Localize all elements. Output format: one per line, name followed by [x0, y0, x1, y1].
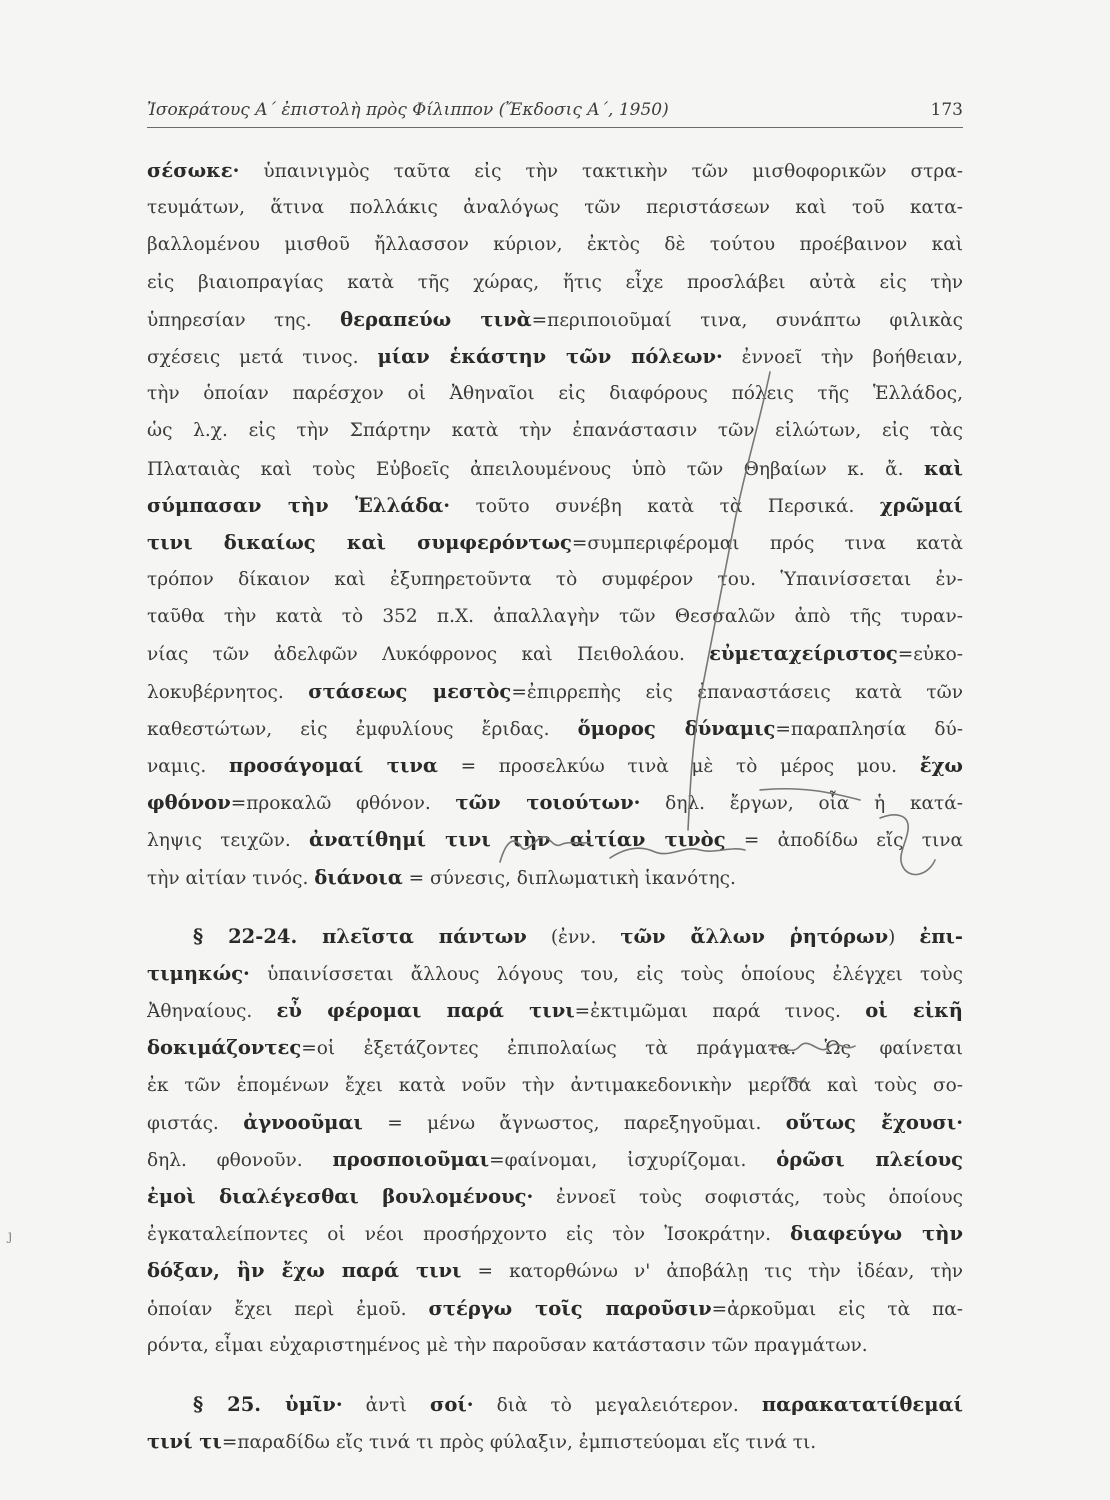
margin-mark: ȷ: [8, 1228, 13, 1244]
lemma-term: ἀνατίθημί τινι τὴν αἰτίαν τινὸς: [308, 828, 726, 852]
gloss-text: Πλαταιὰς καὶ τοὺς Εὐβοεῖς ἀπειλουμένους ὑπὸ τῶν Θηβαίων κ. ἄ.: [147, 458, 924, 480]
gloss-text: ): [888, 926, 920, 948]
gloss-text: βαλλομένου μισθοῦ ἤλλασσον κύριον, ἐκτὸς δὲ τούτου προέβαινον καὶ: [147, 234, 963, 256]
gloss-text: ὁποίαν ἔχει περὶ ἐμοῦ.: [147, 1298, 429, 1320]
paragraph-gap: [147, 896, 963, 918]
text-line: [147, 412, 963, 449]
gloss-text: τρόπον δίκαιον καὶ ἐξυπηρετοῦντα τὸ συμφέρον του. Ὑπαινίσσεται ἐν-: [147, 569, 963, 591]
text-line: [147, 1067, 963, 1104]
text-line: [147, 375, 963, 412]
gloss-text: = σύνεσις, διπλωματικὴ ἱκανότης.: [402, 867, 736, 889]
lemma-term: ἀγνοοῦμαι: [243, 1110, 363, 1134]
gloss-text: σχέσεις μετά τινος.: [147, 346, 378, 368]
gloss-text: ὡς λ.χ. εἰς τὴν Σπάρτην κατὰ τὴν ἐπανάστασιν τῶν εἱλώτων, εἰς τὰς: [147, 420, 963, 442]
gloss-text: τὴν ὁποίαν παρέσχον οἱ Ἀθηναῖοι εἰς διαφόρους πόλεις τῆς Ἑλλάδος,: [147, 383, 963, 405]
text-line: [147, 524, 963, 561]
text-line: [147, 1252, 963, 1289]
gloss-text: =οἱ ἐξετάζοντες ἐπιπολαίως τὰ πράγματα. Ὡς φαίνεται: [301, 1038, 963, 1060]
lemma-term: προσάγομαί τινα: [228, 754, 438, 777]
gloss-text: τὴν αἰτίαν τινός.: [147, 867, 315, 889]
gloss-text: ἐννοεῖ τοὺς σοφιστάς, τοὺς ὁποίους: [533, 1187, 963, 1209]
gloss-text: =ἀρκοῦμαι εἰς τὰ πα-: [711, 1298, 963, 1320]
gloss-text: =ἐκτιμῶμαι παρά τινος.: [574, 1001, 866, 1023]
text-line: [147, 226, 963, 263]
lemma-term: πλεῖστα πάντων: [322, 924, 527, 948]
lemma-term: καὶ: [923, 456, 963, 480]
gloss-text: ὑπαινίσσεται ἄλλους λόγους του, εἰς τοὺς ὁποίους ἐλέγχει τοὺς: [249, 963, 963, 985]
gloss-text: δηλ. ἔργων, οἷα ἡ κατά-: [640, 793, 963, 815]
lemma-term: σύμπασαν τὴν Ἑλλάδα·: [147, 493, 451, 517]
text-line: [147, 450, 963, 487]
lemma-term: ὁρῶσι πλείους: [776, 1147, 963, 1171]
text-line: [147, 1178, 963, 1215]
lemma-term: στέργω τοῖς παροῦσιν: [428, 1296, 712, 1320]
lemma-term: τῶν τοιούτων·: [455, 791, 641, 815]
gloss-text: (ἐνν.: [526, 926, 621, 948]
gloss-text: δηλ. φθονοῦν.: [147, 1149, 333, 1171]
gloss-text: τοῦτο συνέβη κατὰ τὰ Περσικά.: [450, 495, 880, 517]
lemma-term: εὖ φέρομαι παρά τινι: [276, 999, 575, 1023]
text-line: [147, 189, 963, 226]
text-line: [147, 1104, 963, 1141]
text-line: [147, 1215, 963, 1252]
lemma-term: δοκιμάζοντες: [147, 1036, 302, 1060]
gloss-text: =περιποιοῦμαί τινα, συνάπτω φιλικὰς: [531, 309, 963, 331]
lemma-term: ἐμοὶ διαλέγεσθαι βουλομένους·: [147, 1185, 534, 1209]
lemma-term: μίαν ἑκάστην τῶν πόλεων·: [377, 344, 723, 368]
gloss-text: διὰ τὸ μεγαλειότερον.: [473, 1395, 762, 1416]
lemma-term: ἐπι-: [919, 924, 963, 948]
text-line: [147, 1327, 963, 1364]
lemma-term: τιμηκώς·: [147, 961, 250, 985]
text-line: [147, 1290, 963, 1327]
gloss-text: =συμπεριφέρομαι πρός τινα κατὰ: [571, 532, 963, 554]
gloss-text: τευμάτων, ἅτινα πολλάκις ἀναλόγως τῶν περιστάσεων καὶ τοῦ κατα-: [147, 197, 963, 219]
text-line: [147, 561, 963, 598]
gloss-text: Ἀθηναίους.: [147, 1001, 277, 1023]
text-line: [147, 710, 963, 747]
gloss-text: νίας τῶν ἀδελφῶν Λυκόφρονος καὶ Πειθολάου.: [147, 644, 710, 666]
lemma-term: ἔχω: [919, 754, 963, 777]
gloss-text: = προσελκύω τινὰ μὲ τὸ μέρος μου.: [437, 756, 920, 777]
gloss-text: ὑπηρεσίαν της.: [147, 309, 341, 331]
lemma-term: ὑμῖν·: [285, 1393, 343, 1416]
text-line: [147, 487, 963, 524]
lemma-term: φθόνον: [147, 791, 231, 815]
text-line: [147, 338, 963, 375]
text-line: [147, 784, 963, 821]
gloss-text: ἐννοεῖ τὴν βοήθειαν,: [722, 346, 963, 368]
text-line: [147, 1386, 963, 1423]
gloss-text: =φαίνομαι, ἰσχυρίζομαι.: [489, 1149, 777, 1171]
gloss-text: =παραπλησία δύ-: [775, 718, 963, 740]
gloss-text: = ἀποδίδω εἴς τινα: [725, 830, 963, 852]
text-line: [147, 264, 963, 301]
lemma-term: § 22-24.: [193, 924, 323, 948]
lemma-term: ὅμορος δύναμις: [577, 716, 776, 740]
lemma-term: διάνοια: [314, 865, 403, 889]
gloss-text: ἐγκαταλείποντες οἱ νέοι προσήρχοντο εἰς τὸν Ἰσοκράτην.: [147, 1224, 791, 1246]
lemma-term: τινι δικαίως καὶ συμφερόντως: [147, 530, 572, 554]
lemma-term: προσποιοῦμαι: [332, 1147, 490, 1171]
gloss-text: =προκαλῶ φθόνον.: [230, 793, 456, 815]
running-title: Ἰσοκράτους Α΄ ἐπιστολὴ πρὸς Φίλιππον (Ἔκδοσις Α΄, 1950): [147, 100, 669, 120]
gloss-text: =ἐπιρρεπὴς εἰς ἐπαναστάσεις κατὰ τῶν: [511, 681, 963, 703]
gloss-text: ληψις τειχῶν.: [147, 830, 309, 852]
lemma-term: χρῶμαί: [879, 493, 963, 517]
lemma-term: παρακατατίθεμαί: [761, 1393, 963, 1416]
text-line: [147, 821, 963, 858]
text-line: [147, 859, 963, 896]
text-line: [147, 747, 963, 784]
lemma-term: σοί·: [429, 1393, 474, 1416]
gloss-text: ρόντα, εἶμαι εὐχαριστημένος μὲ τὴν παροῦσαν κατάστασιν τῶν πραγμάτων.: [147, 1334, 868, 1356]
lemma-term: διαφεύγω τὴν: [790, 1222, 963, 1246]
text-line: [147, 1141, 963, 1178]
text-line: [147, 955, 963, 992]
lemma-term: οἱ εἰκῆ: [865, 999, 963, 1023]
text-line: [147, 673, 963, 710]
gloss-text: =εὐκο-: [897, 644, 963, 666]
text-line: [147, 1029, 963, 1066]
gloss-text: ἀντὶ: [342, 1395, 430, 1416]
text-line: [147, 598, 963, 635]
lemma-term: τῶν ἄλλων ῥητόρων: [620, 924, 889, 948]
text-line: [147, 918, 963, 955]
gloss-text: = κατορθώνω ν' ἀποβάλῃ τις τὴν ἰδέαν, τὴν: [461, 1261, 963, 1283]
gloss-text: ὑπαινιγμὸς ταῦτα εἰς τὴν τακτικὴν τῶν μισθοφορικῶν στρα-: [239, 161, 963, 182]
gloss-text: ναμις.: [147, 756, 229, 777]
lemma-term: στάσεως μεστὸς: [308, 679, 512, 703]
lemma-term: οὕτως ἔχουσι·: [785, 1110, 963, 1134]
page-number: 173: [930, 100, 963, 120]
lemma-term: δόξαν, ἣν ἔχω παρά τινι: [147, 1259, 462, 1283]
gloss-text: =παραδίδω εἴς τινά τι πρὸς φύλαξιν, ἐμπιστεύομαι εἴς τινά τι.: [221, 1432, 817, 1454]
header-rule: [147, 127, 963, 128]
lemma-term: σέσωκε·: [147, 159, 240, 182]
gloss-text: ταῦθα τὴν κατὰ τὸ 352 π.Χ. ἀπαλλαγὴν τῶν Θεσσαλῶν ἀπὸ τῆς τυραν-: [147, 606, 963, 628]
gloss-text: = μένω ἄγνωστος, παρεξηγοῦμαι.: [362, 1112, 786, 1134]
paragraph-gap: [147, 1364, 963, 1386]
text-line: [147, 152, 963, 189]
lemma-term: εὐμεταχείριστος: [709, 642, 898, 666]
lemma-term: § 25.: [193, 1393, 286, 1416]
text-line: [147, 635, 963, 672]
gloss-text: καθεστώτων, εἰς ἐμφυλίους ἔριδας.: [147, 718, 578, 740]
commentary-text: [147, 152, 963, 1460]
gloss-text: ἐκ τῶν ἑπομένων ἔχει κατὰ νοῦν τὴν ἀντιμακεδονικὴν μερίδα καὶ τοὺς σο-: [147, 1074, 963, 1096]
lemma-term: θεραπεύω τινὰ: [340, 307, 532, 331]
text-line: [147, 301, 963, 338]
running-header: [147, 98, 963, 128]
gloss-text: εἰς βιαιοπραγίας κατὰ τῆς χώρας, ἥτις εἶχε προσλάβει αὐτὰ εἰς τὴν: [147, 271, 963, 293]
gloss-text: λοκυβέρνητος.: [147, 681, 309, 703]
text-line: [147, 1423, 963, 1460]
lemma-term: τινί τι: [147, 1430, 222, 1454]
gloss-text: φιστάς.: [147, 1112, 244, 1134]
text-line: [147, 992, 963, 1029]
